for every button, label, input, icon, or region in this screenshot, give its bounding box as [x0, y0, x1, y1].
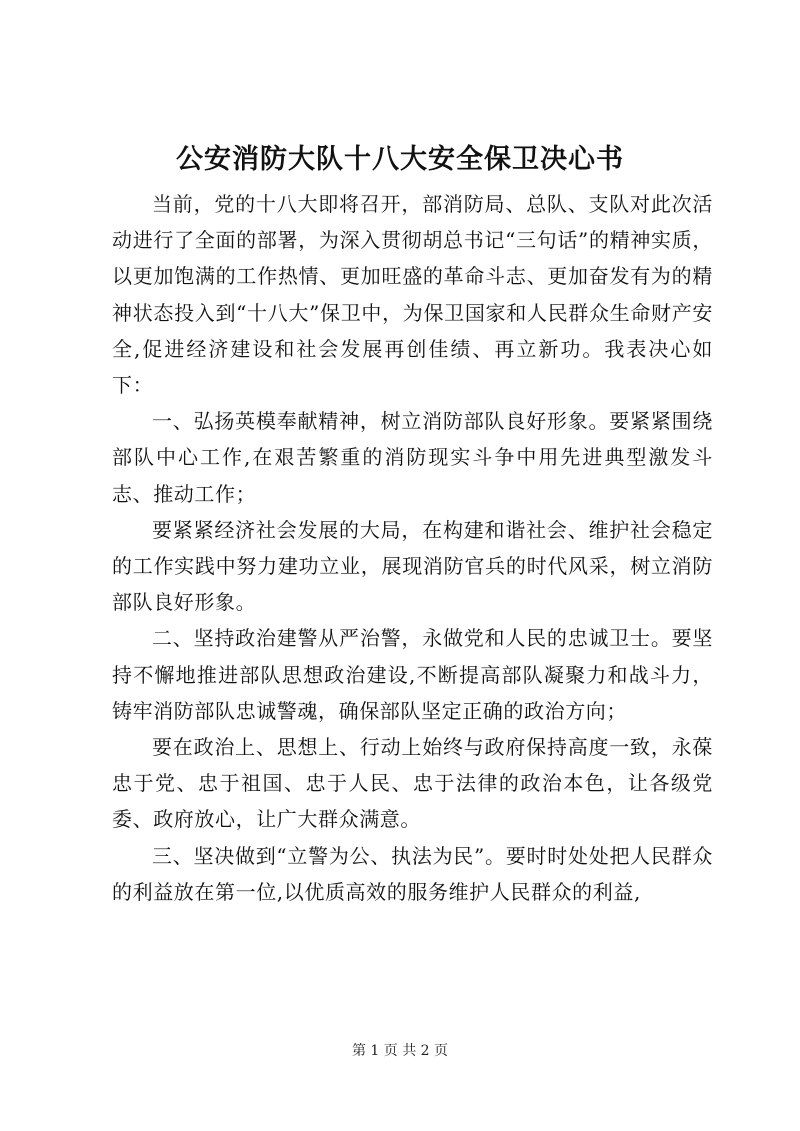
document-title: 公安消防大队十八大安全保卫决心书	[176, 144, 624, 175]
page-number-footer: 第 1 页 共 2 页	[351, 1043, 449, 1059]
paragraph-point-two: 二、坚持政治建警从严治警，永做党和人民的忠诚卫士。要坚持不懈地推进部队思想政治建设,不断提高部队凝聚力和战斗力，铸牢消防部队忠诚警魂，确保部队坚定正确的政治方向；	[112, 626, 713, 723]
paragraph-intro: 当前，党的十八大即将召开，部消防局、总队、支队对此次活动进行了全面的部署，为深入贯彻胡总书记“三句话”的精神实质，以更加饱满的工作热情、更加旺盛的革命斗志、更加奋发有为的精神状态投入到“十八大”保卫中，为保卫国家和人民群众生命财产安全,促进经济建设和社会发展再创佳绩、再立新功。我表决心如下：	[112, 192, 713, 398]
paragraph-point-three: 三、坚决做到“立警为公、执法为民”。要时时处处把人民群众的利益放在第一位,以优质高效的服务维护人民群众的利益,	[112, 843, 713, 904]
paragraph-point-two-continued: 要在政治上、思想上、行动上始终与政府保持高度一致，永葆忠于党、忠于祖国、忠于人民、忠于法律的政治本色，让各级党委、政府放心，让广大群众满意。	[112, 735, 713, 832]
paragraph-point-one: 一、弘扬英模奉献精神，树立消防部队良好形象。要紧紧围绕部队中心工作,在艰苦繁重的消防现实斗争中用先进典型激发斗志、推动工作；	[112, 409, 713, 506]
paragraph-point-one-continued: 要紧紧经济社会发展的大局，在构建和谐社会、维护社会稳定的工作实践中努力建功立业，展现消防官兵的时代风采，树立消防部队良好形象。	[112, 517, 713, 615]
document-body	[112, 186, 713, 910]
